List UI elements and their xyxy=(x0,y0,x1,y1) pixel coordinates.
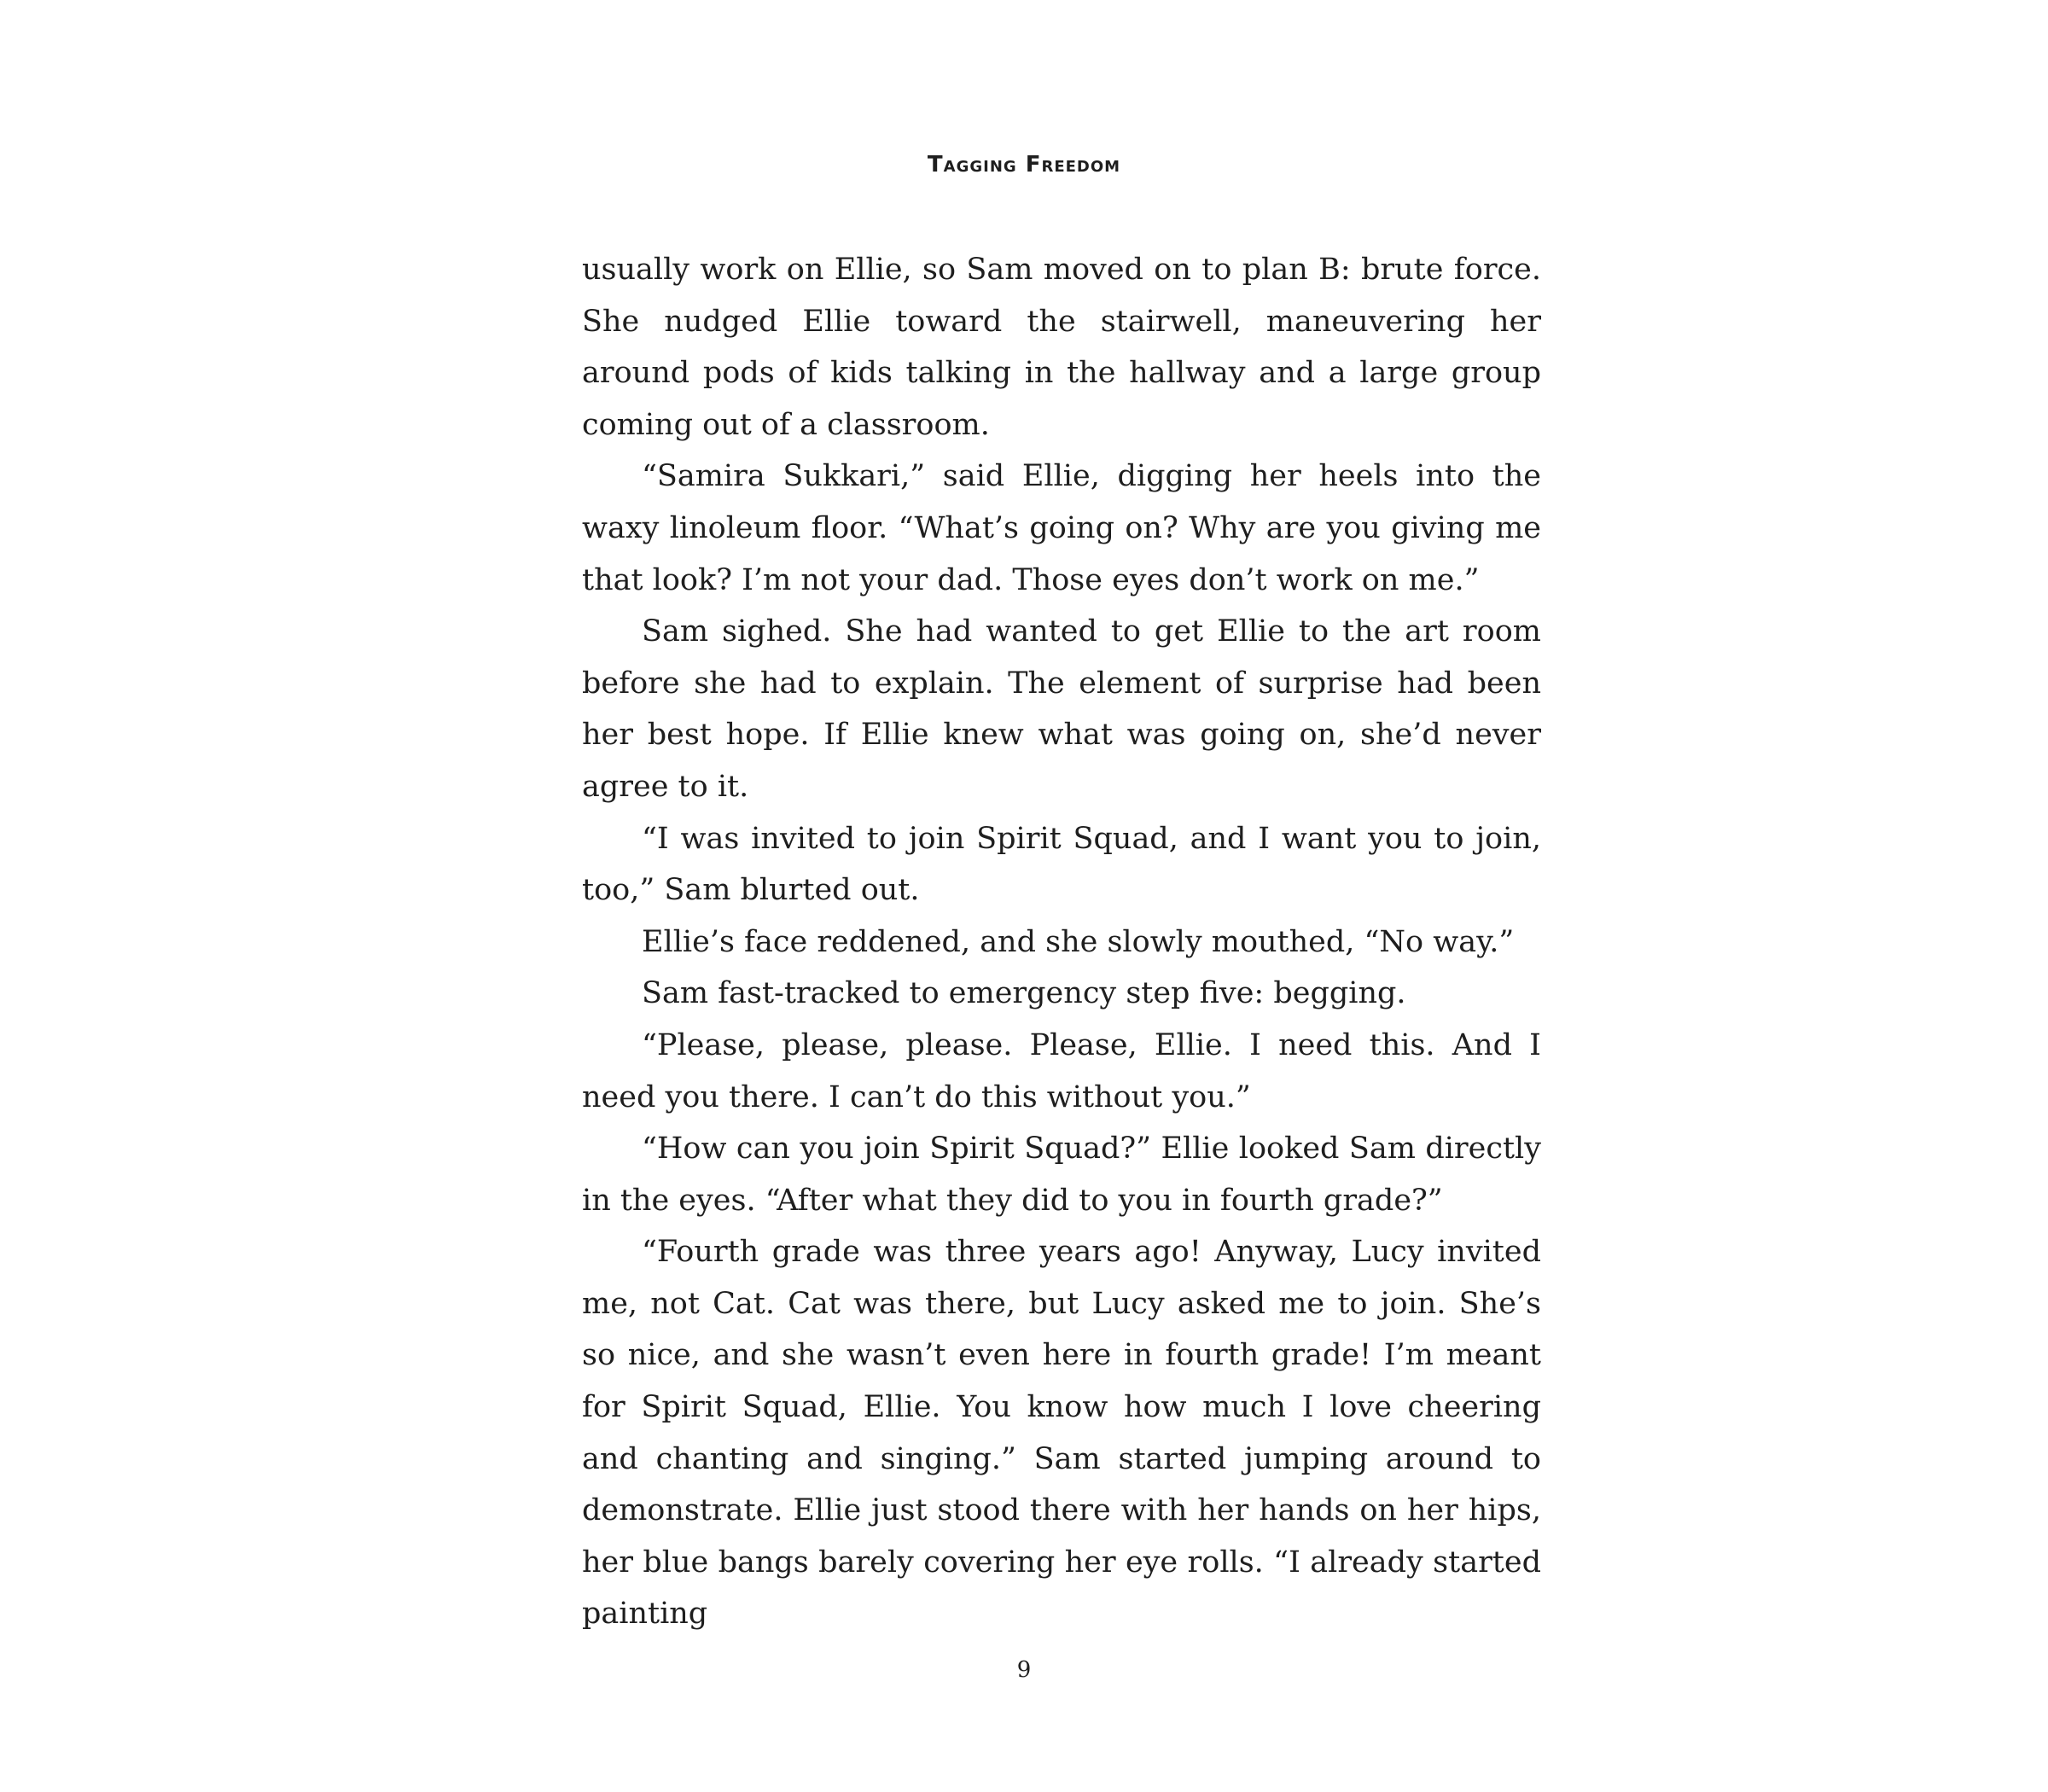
paragraph-1: usually work on Ellie, so Sam moved on to plan B: brute force. She nudged Ellie toward the stairwell, maneuvering her around pods of kids talking in the hallway and a large group coming out of a classroom. xyxy=(582,253,1541,442)
paragraph-6: Sam fast-tracked to emergency step five: begging. xyxy=(642,976,1406,1011)
paragraph-3: Sam sighed. She had wanted to get Ellie to the art room before she had to explain. The element of surprise had been her best hope. If Ellie knew what was going on, she’d never agree to it. xyxy=(582,614,1541,804)
running-head: Tagging Freedom xyxy=(927,152,1121,177)
paragraph-2: “Samira Sukkari,” said Ellie, digging her heels into the waxy linoleum floor. “What’s going on? Why are you giving me that look? I’m not your dad. Those eyes don’t work on me.” xyxy=(582,459,1541,597)
paragraph-7: “Please, please, please. Please, Ellie. I need this. And I need you there. I can’t do this without you.” xyxy=(582,1027,1541,1114)
paragraph-9: “Fourth grade was three years ago! Anyway, Lucy invited me, not Cat. Cat was there, but Lucy asked me to join. She’s so nice, and she wasn’t even here in fourth grade! I’m meant for Spirit Squad, Ellie. You know how much I love cheering and chanting and singing.” Sam started jumping around to demonstrate. Ellie just stood there with her hands on her hips, her blue bangs barely covering her eye rolls. “I already started painting xyxy=(582,1235,1541,1632)
paragraph-4: “I was invited to join Spirit Squad, and I want you to join, too,” Sam blurted out. xyxy=(582,821,1541,908)
page-number: 9 xyxy=(1016,1657,1032,1683)
body-text xyxy=(582,244,1541,1640)
paragraph-5: Ellie’s face reddened, and she slowly mouthed, “No way.” xyxy=(642,924,1515,959)
paragraph-8: “How can you join Spirit Squad?” Ellie looked Sam directly in the eyes. “After what they did to you in fourth grade?” xyxy=(582,1132,1541,1218)
